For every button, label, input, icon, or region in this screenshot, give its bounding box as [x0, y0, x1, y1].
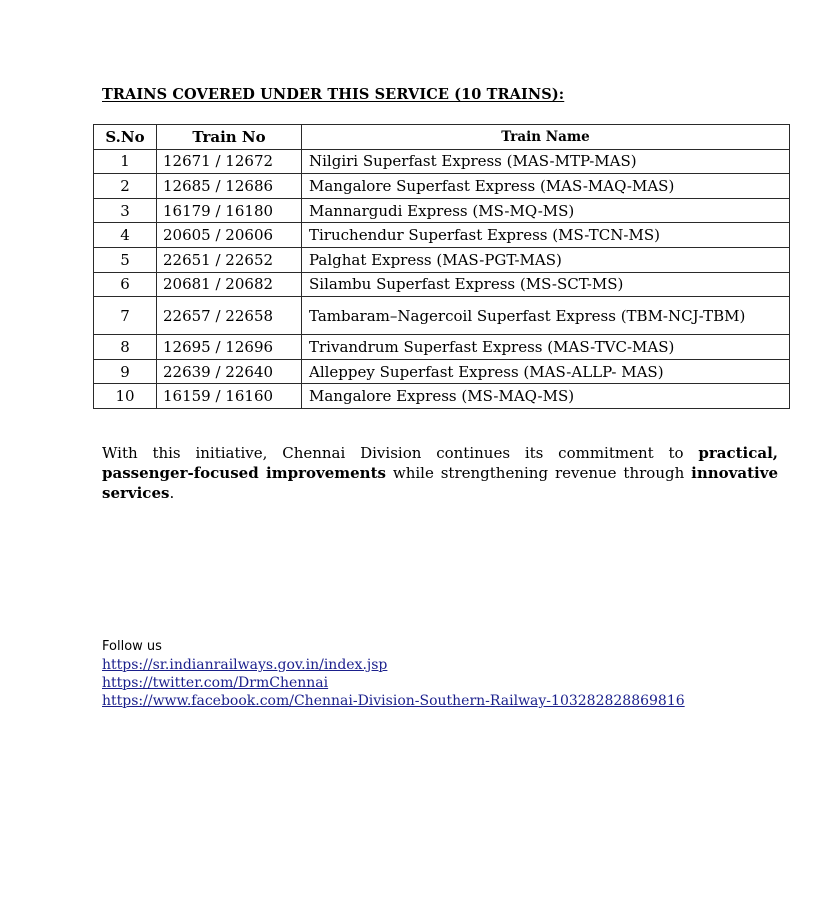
cell-train-name: Mangalore Superfast Express (MAS-MAQ-MAS) [302, 174, 790, 199]
table-header-row [94, 125, 790, 150]
cell-train-name: Mangalore Express (MS-MAQ-MS) [302, 384, 790, 409]
cell-train-no: 22639 / 22640 [157, 359, 302, 384]
table-row [94, 149, 790, 174]
cell-train-no: 12695 / 12696 [157, 335, 302, 360]
cell-sno: 3 [94, 198, 157, 223]
table-row [94, 297, 790, 335]
table-row [94, 198, 790, 223]
cell-sno: 2 [94, 174, 157, 199]
header-train-no: Train No [157, 125, 302, 150]
cell-train-name: Palghat Express (MAS-PGT-MAS) [302, 247, 790, 272]
header-train-name: Train Name [302, 125, 790, 150]
table-row [94, 223, 790, 248]
follow-us-label: Follow us [102, 639, 162, 654]
table-row [94, 384, 790, 409]
cell-train-name: Mannargudi Express (MS-MQ-MS) [302, 198, 790, 223]
cell-train-no: 12671 / 12672 [157, 149, 302, 174]
cell-sno: 9 [94, 359, 157, 384]
cell-train-no: 20605 / 20606 [157, 223, 302, 248]
section-heading: TRAINS COVERED UNDER THIS SERVICE (10 TRAINS): [102, 86, 565, 103]
cell-train-no: 22651 / 22652 [157, 247, 302, 272]
cell-train-no: 16179 / 16180 [157, 198, 302, 223]
cell-train-no: 12685 / 12686 [157, 174, 302, 199]
table-row [94, 272, 790, 297]
cell-train-name: Tambaram–Nagercoil Superfast Express (TBM-NCJ-TBM) [302, 297, 790, 335]
cell-sno: 5 [94, 247, 157, 272]
cell-train-name: Alleppey Superfast Express (MAS-ALLP- MAS) [302, 359, 790, 384]
paragraph-text: . [169, 484, 175, 502]
twitter-link[interactable]: https://twitter.com/DrmChennai [102, 675, 329, 691]
table-row [94, 174, 790, 199]
website-link[interactable]: https://sr.indianrailways.gov.in/index.jsp [102, 657, 388, 673]
cell-sno: 1 [94, 149, 157, 174]
table-row [94, 247, 790, 272]
cell-sno: 4 [94, 223, 157, 248]
cell-train-no: 20681 / 20682 [157, 272, 302, 297]
header-sno: S.No [94, 125, 157, 150]
paragraph-bold-text: innovative services [102, 464, 778, 502]
table-row [94, 335, 790, 360]
cell-sno: 10 [94, 384, 157, 409]
cell-train-no: 22657 / 22658 [157, 297, 302, 335]
cell-sno: 8 [94, 335, 157, 360]
cell-train-name: Silambu Superfast Express (MS-SCT-MS) [302, 272, 790, 297]
cell-sno: 7 [94, 297, 157, 335]
cell-train-name: Trivandrum Superfast Express (MAS-TVC-MAS) [302, 335, 790, 360]
trains-table [93, 124, 790, 409]
initiative-paragraph [102, 443, 778, 503]
paragraph-text: With this initiative, Chennai Division continues its commitment to [102, 444, 699, 462]
paragraph-text: while strengthening revenue through [385, 464, 692, 482]
cell-train-no: 16159 / 16160 [157, 384, 302, 409]
facebook-link[interactable]: https://www.facebook.com/Chennai-Division-Southern-Railway-103282828869816 [102, 693, 685, 709]
social-links [102, 656, 685, 710]
cell-sno: 6 [94, 272, 157, 297]
paragraph-bold-text: practical, passenger-focused improvements [102, 444, 778, 482]
cell-train-name: Tiruchendur Superfast Express (MS-TCN-MS) [302, 223, 790, 248]
table-row [94, 359, 790, 384]
cell-train-name: Nilgiri Superfast Express (MAS-MTP-MAS) [302, 149, 790, 174]
